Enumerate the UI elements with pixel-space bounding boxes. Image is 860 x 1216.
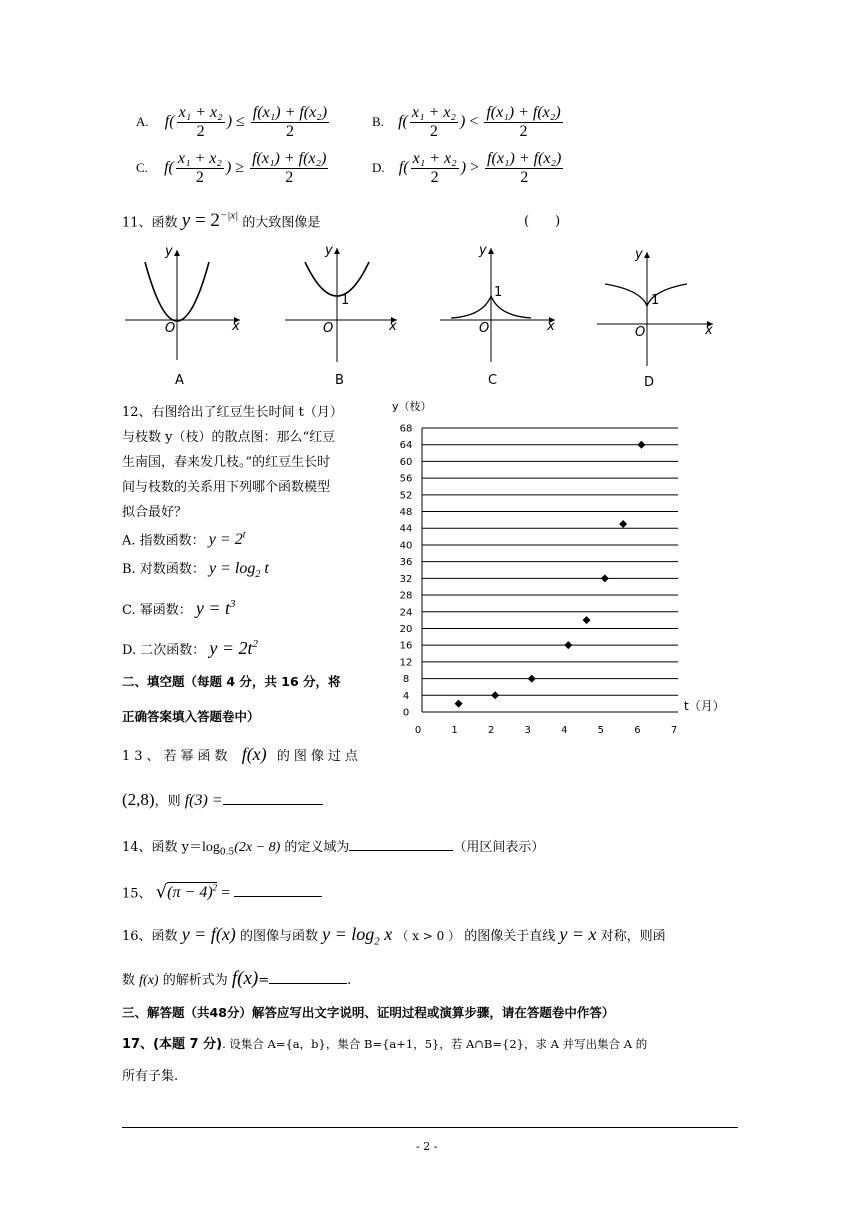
graph-a (125, 244, 240, 388)
q10-c-label: C. (136, 160, 148, 176)
q15-sup: 2 (212, 883, 218, 893)
q12-option-a (122, 528, 245, 549)
q16-mid2: 的图像关于直线 (464, 929, 556, 944)
y-tick-label: 0 (402, 707, 410, 719)
q11-graphs (115, 240, 725, 392)
sqrt-icon: √ (155, 881, 168, 903)
q10-d-f-close: ) (460, 159, 467, 177)
chart-points (455, 441, 646, 708)
q10-a-f-close: ) (226, 113, 233, 131)
q12-option-b (122, 561, 269, 583)
graph-d-origin: O (635, 325, 646, 340)
graph-a-origin: O (165, 321, 176, 336)
y-tick-label: 8 (402, 674, 410, 686)
q16-f2-sub: 2 (374, 935, 380, 948)
graph-c-label: C (488, 373, 498, 388)
x-tick-label: 7 (670, 725, 678, 736)
graph-b (285, 243, 397, 388)
q11-answer-bracket: ( ) (524, 214, 561, 229)
data-point (564, 641, 572, 649)
y-tick-label: 36 (399, 557, 413, 569)
q14-arg: (2x − 8) (234, 840, 281, 855)
q11-formula-y: y (181, 210, 191, 232)
scatter-chart (388, 396, 748, 741)
q10-b-rel: < (469, 113, 479, 131)
q10-option-c (136, 150, 330, 187)
q16-fx-big: f(x) (231, 968, 259, 989)
graph-d-label: D (644, 375, 655, 390)
q13-line2 (122, 790, 323, 810)
q16-line2-b: 的解析式为 (162, 973, 228, 988)
section2-title-line2: 正确答案填入答题卷中） (122, 709, 260, 724)
q10-option-a (136, 104, 331, 141)
q13-fx: f(x) (241, 744, 267, 764)
q11-suffix: 的大致图像是 (242, 215, 321, 231)
data-point (583, 616, 591, 624)
q10-c-rhs-den: 2 (285, 169, 294, 186)
graph-b-axis-x: x (389, 319, 397, 334)
q10-d-lhs-num: x₁ + x₂ (412, 150, 457, 167)
q16-cond: （ x > 0 ） (396, 929, 461, 943)
q12-option-d (122, 636, 258, 659)
q15-prefix: 15、 (122, 886, 152, 902)
q10-a-f-open: f( (164, 113, 175, 131)
y-tick-label: 4 (402, 690, 410, 702)
x-tick-label: 3 (524, 725, 531, 736)
q13-answer-blank[interactable] (223, 790, 323, 805)
q14-answer-blank[interactable] (349, 836, 453, 851)
q11-formula-eq: = (194, 210, 206, 232)
graph-d-one: 1 (651, 293, 660, 308)
q10-a-rel: ≤ (236, 113, 245, 131)
section2-title-line1: 二、填空题（每题 4 分，共 16 分，将 (122, 674, 341, 689)
q17-head: 17、(本题 7 分) (122, 1037, 223, 1052)
q12-line-1: 12、右图给出了红豆生长时间 t（月） (122, 405, 343, 420)
chart-ylabel: y（枝） (392, 400, 432, 413)
data-point (528, 675, 536, 683)
q10-d-lhs-den: 2 (430, 169, 439, 186)
q15-eq: = (217, 884, 231, 902)
q16-end: . (347, 973, 352, 988)
q16-f2-tail: x (379, 924, 393, 944)
graph-a-axis-x: x (232, 319, 240, 334)
q10-c-rel: ≥ (235, 159, 245, 177)
q10-b-f-close: ) (459, 113, 466, 131)
q13-mid: ，则 (154, 794, 181, 809)
y-tick-label: 24 (399, 607, 413, 619)
data-point (619, 520, 627, 528)
graph-a-label: A (175, 373, 184, 388)
q16-line2 (122, 969, 351, 989)
q10-b-lhs-num: x₁ + x₂ (411, 104, 456, 121)
y-tick-label: 20 (399, 623, 413, 635)
y-tick-label: 64 (399, 440, 413, 452)
graph-a-axis-y: y (165, 244, 173, 259)
q16-line2-c: = (258, 973, 270, 988)
q17-line2: 所有子集. (122, 1069, 179, 1084)
q13-prefix: 13、若幂函数 (122, 749, 232, 764)
q10-a-rhs-den: 2 (285, 123, 294, 140)
q12-option-c (122, 596, 236, 619)
graph-d-axis-x: x (705, 323, 713, 338)
q13-tail: 的图像过点 (276, 749, 362, 764)
q16-line: y = x (559, 924, 597, 944)
q10-d-rel: > (470, 159, 480, 177)
q13-line1 (122, 746, 362, 765)
q14-suffix: （用区间表示） (453, 840, 545, 855)
y-tick-label: 56 (399, 473, 413, 485)
chart-grid (422, 428, 678, 712)
chart-xlabel: t（月） (684, 699, 725, 713)
q12-b-label: B. 对数函数： (122, 562, 205, 577)
q14-formula: log (202, 840, 220, 855)
q10-b-lhs-den: 2 (429, 123, 438, 140)
q16-prefix: 16、函数 (122, 929, 178, 944)
q12-line-2: 与枝数 y（枝）的散点图：那么“红豆 (122, 430, 336, 445)
q14-sub: 0.5 (219, 847, 235, 858)
x-tick-label: 4 (561, 725, 568, 736)
q12-a-label: A. 指数函数： (122, 533, 205, 549)
q12-line-4: 间与枝数的关系用下列哪个函数模型 (122, 480, 331, 495)
q12-c-sup: 3 (230, 598, 236, 610)
chart-x-ticks (415, 725, 677, 736)
y-tick-label: 12 (399, 657, 413, 669)
q15 (122, 880, 322, 902)
chart-y-ticks (400, 424, 413, 719)
x-tick-label: 2 (487, 725, 495, 736)
q16-f1: y = f(x) (181, 924, 236, 944)
graph-c-axis-x: x (547, 319, 555, 334)
section3-title: 三、解答题（共48分）解答应写出文字说明、证明过程或演算步骤，请在答题卷中作答） (122, 1005, 615, 1020)
q12-line-3: 生南国，春来发几枝。”的红豆生长时 (122, 455, 331, 470)
q12-d-formula: y = 2t (209, 638, 253, 658)
graph-b-axis-y: y (325, 243, 333, 258)
q12-a-sup: t (242, 530, 246, 541)
graph-d (597, 247, 713, 390)
q11-prefix: 11、函数 (122, 215, 178, 231)
q10-b-rhs-den: 2 (519, 123, 528, 140)
q13-f3: f(3) = (184, 792, 223, 809)
page-number: - 2 - (416, 1140, 438, 1153)
q14 (122, 836, 544, 861)
q10-a-rhs-num: f(x₁) + f(x₂) (252, 104, 328, 121)
q12-stem (122, 400, 343, 525)
y-tick-label: 60 (399, 456, 413, 468)
q10-b-label: B. (372, 114, 384, 130)
q10-option-b (372, 104, 565, 141)
y-tick-label: 40 (399, 540, 413, 552)
graph-b-label: B (335, 373, 344, 388)
q10-d-label: D. (372, 160, 385, 176)
q14-mid: 的定义域为 (284, 840, 350, 855)
data-point (637, 441, 645, 449)
graph-b-origin: O (323, 321, 334, 336)
q14-prefix: 14、函数 y＝ (122, 840, 203, 855)
data-point (601, 574, 609, 582)
x-tick-label: 1 (451, 725, 458, 736)
q10-d-f-open: f( (398, 159, 409, 177)
q10-c-f-open: f( (164, 159, 174, 177)
q16-line2-a: 数 (122, 973, 136, 988)
q10-d-rhs-num: f(x₁) + f(x₂) (487, 150, 562, 167)
y-tick-label: 48 (399, 507, 413, 519)
q16-tail: 对称，则函 (600, 929, 666, 944)
q10-a-label: A. (136, 114, 149, 130)
graph-c-one: 1 (494, 285, 503, 300)
q15-radicand: (π − 4) (167, 884, 213, 902)
y-tick-label: 16 (399, 640, 413, 652)
x-tick-label: 5 (597, 725, 605, 736)
q10-option-d (372, 150, 565, 187)
q16-line1 (122, 926, 666, 950)
q12-b-formula: y = log (208, 560, 256, 577)
q11-formula-base: 2 (210, 210, 220, 232)
q10-d-rhs-den: 2 (520, 169, 529, 186)
q12-d-label: D. 二次函数： (122, 643, 206, 658)
q16-fx-small: f(x) (139, 973, 159, 988)
q10-c-f-close: ) (225, 159, 232, 177)
graph-d-axis-y: y (635, 247, 643, 262)
y-tick-label: 28 (399, 590, 413, 602)
q17-body: . 设集合 A={a，b}，集合 B={a+1，5}，若 A∩B={2}，求 A 并写出集合 A 的 (222, 1037, 648, 1051)
y-tick-label: 44 (399, 523, 413, 535)
y-tick-label: 68 (399, 423, 413, 435)
q12-a-formula: y = 2 (208, 531, 243, 549)
graph-b-one: 1 (341, 293, 350, 308)
q12-c-formula: y = t (195, 598, 231, 618)
q11-formula-exp: −|x| (219, 210, 239, 222)
q10-a-lhs-den: 2 (196, 123, 205, 140)
x-tick-label: 0 (414, 725, 422, 736)
q12-c-label: C. 幂函数： (122, 603, 192, 618)
footer-rule (122, 1127, 738, 1128)
data-point (491, 691, 499, 699)
q10-b-f-open: f( (398, 113, 408, 131)
q12-line-5: 拟合最好？ (122, 505, 188, 520)
graph-c-origin: O (479, 321, 490, 336)
q10-b-rhs-num: f(x₁) + f(x₂) (486, 104, 561, 121)
y-tick-label: 32 (399, 573, 413, 585)
q10-a-lhs-num: x₁ + x₂ (178, 104, 223, 121)
x-tick-label: 6 (634, 725, 641, 736)
q16-answer-blank[interactable] (269, 969, 347, 984)
q16-f2: y = log (322, 924, 375, 944)
q15-answer-blank[interactable] (234, 882, 322, 897)
q17-line1 (122, 1036, 647, 1053)
q12-b-tail: t (260, 560, 269, 577)
q12-b-sub: 2 (255, 569, 261, 581)
graph-c (440, 243, 555, 388)
graph-c-axis-y: y (479, 243, 487, 258)
y-tick-label: 52 (399, 490, 413, 502)
q16-mid1: 的图像与函数 (239, 929, 318, 944)
q11-stem (122, 208, 320, 231)
q13-point: (2,8) (122, 790, 155, 809)
q10-c-rhs-num: f(x₁) + f(x₂) (252, 150, 327, 167)
q12-d-sup: 2 (252, 638, 259, 650)
q10-c-lhs-den: 2 (195, 169, 204, 186)
q10-c-lhs-num: x₁ + x₂ (177, 150, 222, 167)
data-point (455, 700, 463, 708)
